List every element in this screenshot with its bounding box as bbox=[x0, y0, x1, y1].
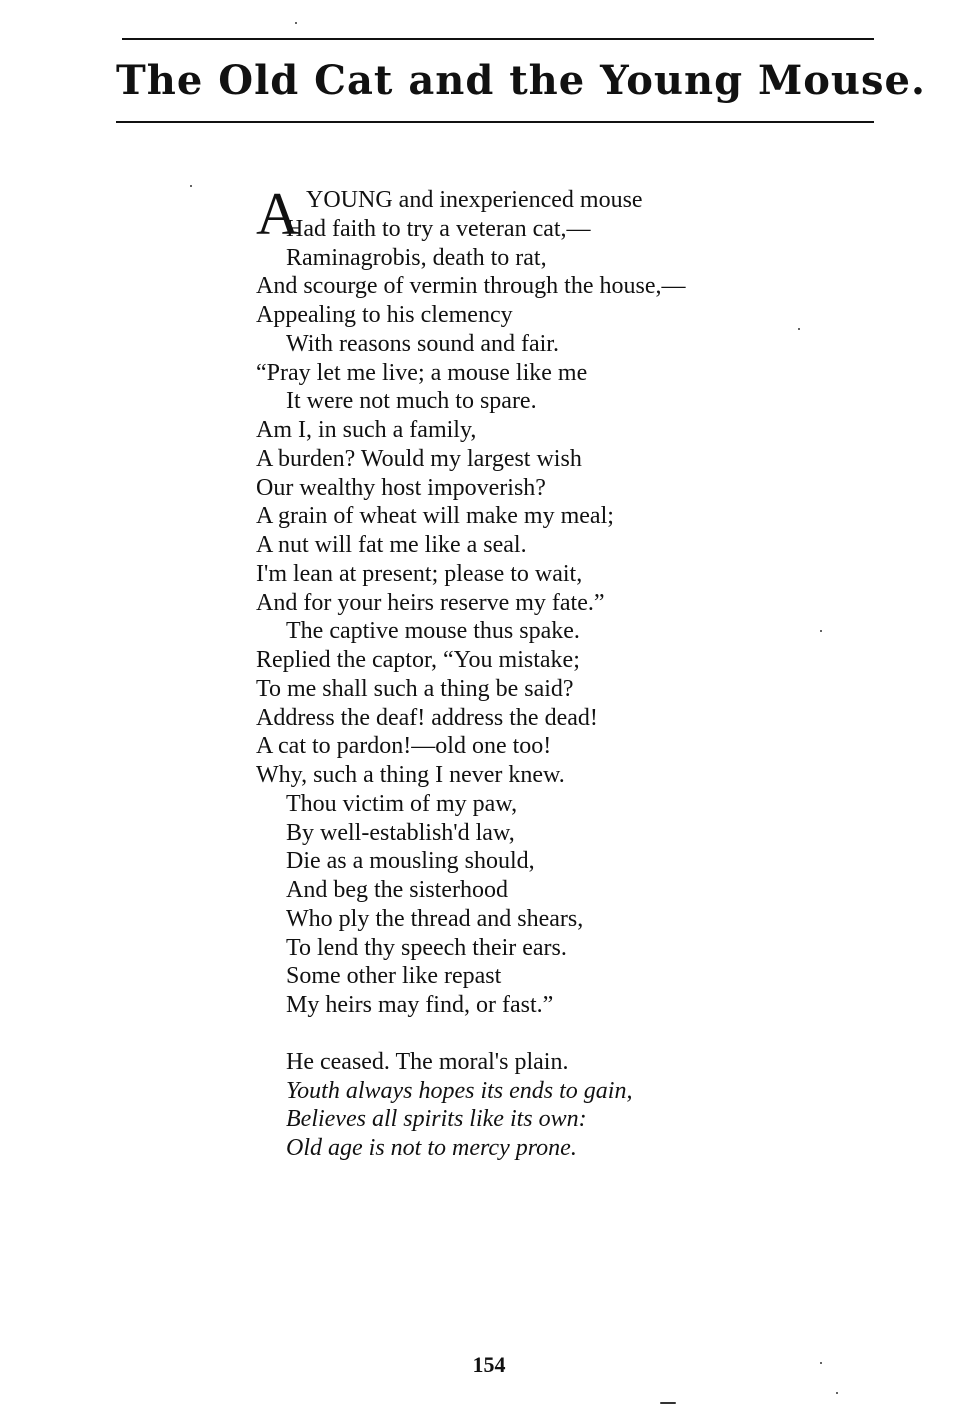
poem-line: Replied the captor, “You mistake; bbox=[256, 647, 580, 673]
poem-line: With reasons sound and fair. bbox=[286, 330, 559, 357]
drop-cap: A bbox=[256, 181, 300, 247]
print-speck bbox=[820, 630, 822, 632]
print-speck bbox=[190, 185, 192, 187]
poem-line: A nut will fat me like a seal. bbox=[256, 532, 527, 558]
closing-line: He ceased. The moral's plain. bbox=[286, 1048, 569, 1075]
print-speck bbox=[798, 328, 800, 330]
poem-line: The captive mouse thus spake. bbox=[286, 618, 580, 645]
poem-line: A burden? Would my largest wish bbox=[256, 445, 582, 472]
poem-line: I'm lean at present; please to wait, bbox=[256, 560, 583, 587]
poem-line: Why, such a thing I never knew. bbox=[256, 762, 565, 788]
poem-line: Raminagrobis, death to rat, bbox=[286, 244, 547, 271]
stanza-gap bbox=[256, 1020, 856, 1048]
print-speck bbox=[836, 1392, 838, 1394]
first-line-text: YOUNG and inexperienced mouse bbox=[306, 187, 643, 213]
header-bottom-rule bbox=[116, 121, 874, 123]
poem-body bbox=[256, 181, 856, 1163]
poem-line: “Pray let me live; a mouse like me bbox=[256, 359, 588, 386]
poem-line: And scourge of vermin through the house,— bbox=[256, 273, 686, 300]
poem-line: Address the deaf! address the dead! bbox=[256, 704, 598, 731]
poem-line: Appealing to his clemency bbox=[256, 302, 513, 328]
poem-line: Who ply the thread and shears, bbox=[286, 905, 584, 932]
poem-line: And beg the sisterhood bbox=[286, 877, 508, 903]
poem-line: And for your heirs reserve my fate.” bbox=[256, 589, 605, 616]
poem-line: It were not much to spare. bbox=[286, 388, 537, 415]
print-speck bbox=[295, 22, 297, 24]
page-title: The Old Cat and the Young Mouse. bbox=[116, 57, 926, 104]
page-number: 154 bbox=[472, 1352, 506, 1377]
moral bbox=[256, 1077, 856, 1163]
poem-line: Some other like repast bbox=[286, 963, 502, 990]
poem-line: A cat to pardon!—old one too! bbox=[256, 733, 552, 760]
poem-line: Am I, in such a family, bbox=[256, 417, 477, 443]
print-speck bbox=[820, 1362, 822, 1364]
poem-line: By well-establish'd law, bbox=[286, 819, 515, 846]
poem-line: My heirs may find, or fast.” bbox=[286, 992, 554, 1018]
moral-line: Believes all spirits like its own: bbox=[286, 1106, 587, 1133]
poem-line: Had faith to try a veteran cat,— bbox=[286, 215, 591, 242]
poem-line: A grain of wheat will make my meal; bbox=[256, 503, 614, 530]
poem-line: To me shall such a thing be said? bbox=[256, 675, 574, 702]
poem-line: To lend thy speech their ears. bbox=[286, 934, 567, 961]
poem-line: Thou victim of my paw, bbox=[286, 790, 518, 817]
header-top-rule bbox=[122, 38, 874, 40]
poem-line: Die as a mousling should, bbox=[286, 848, 535, 875]
moral-line: Youth always hopes its ends to gain, bbox=[286, 1077, 633, 1104]
print-speck bbox=[660, 1402, 676, 1404]
moral-line: Old age is not to mercy prone. bbox=[286, 1135, 577, 1161]
poem-line: Our wealthy host impoverish? bbox=[256, 474, 546, 501]
